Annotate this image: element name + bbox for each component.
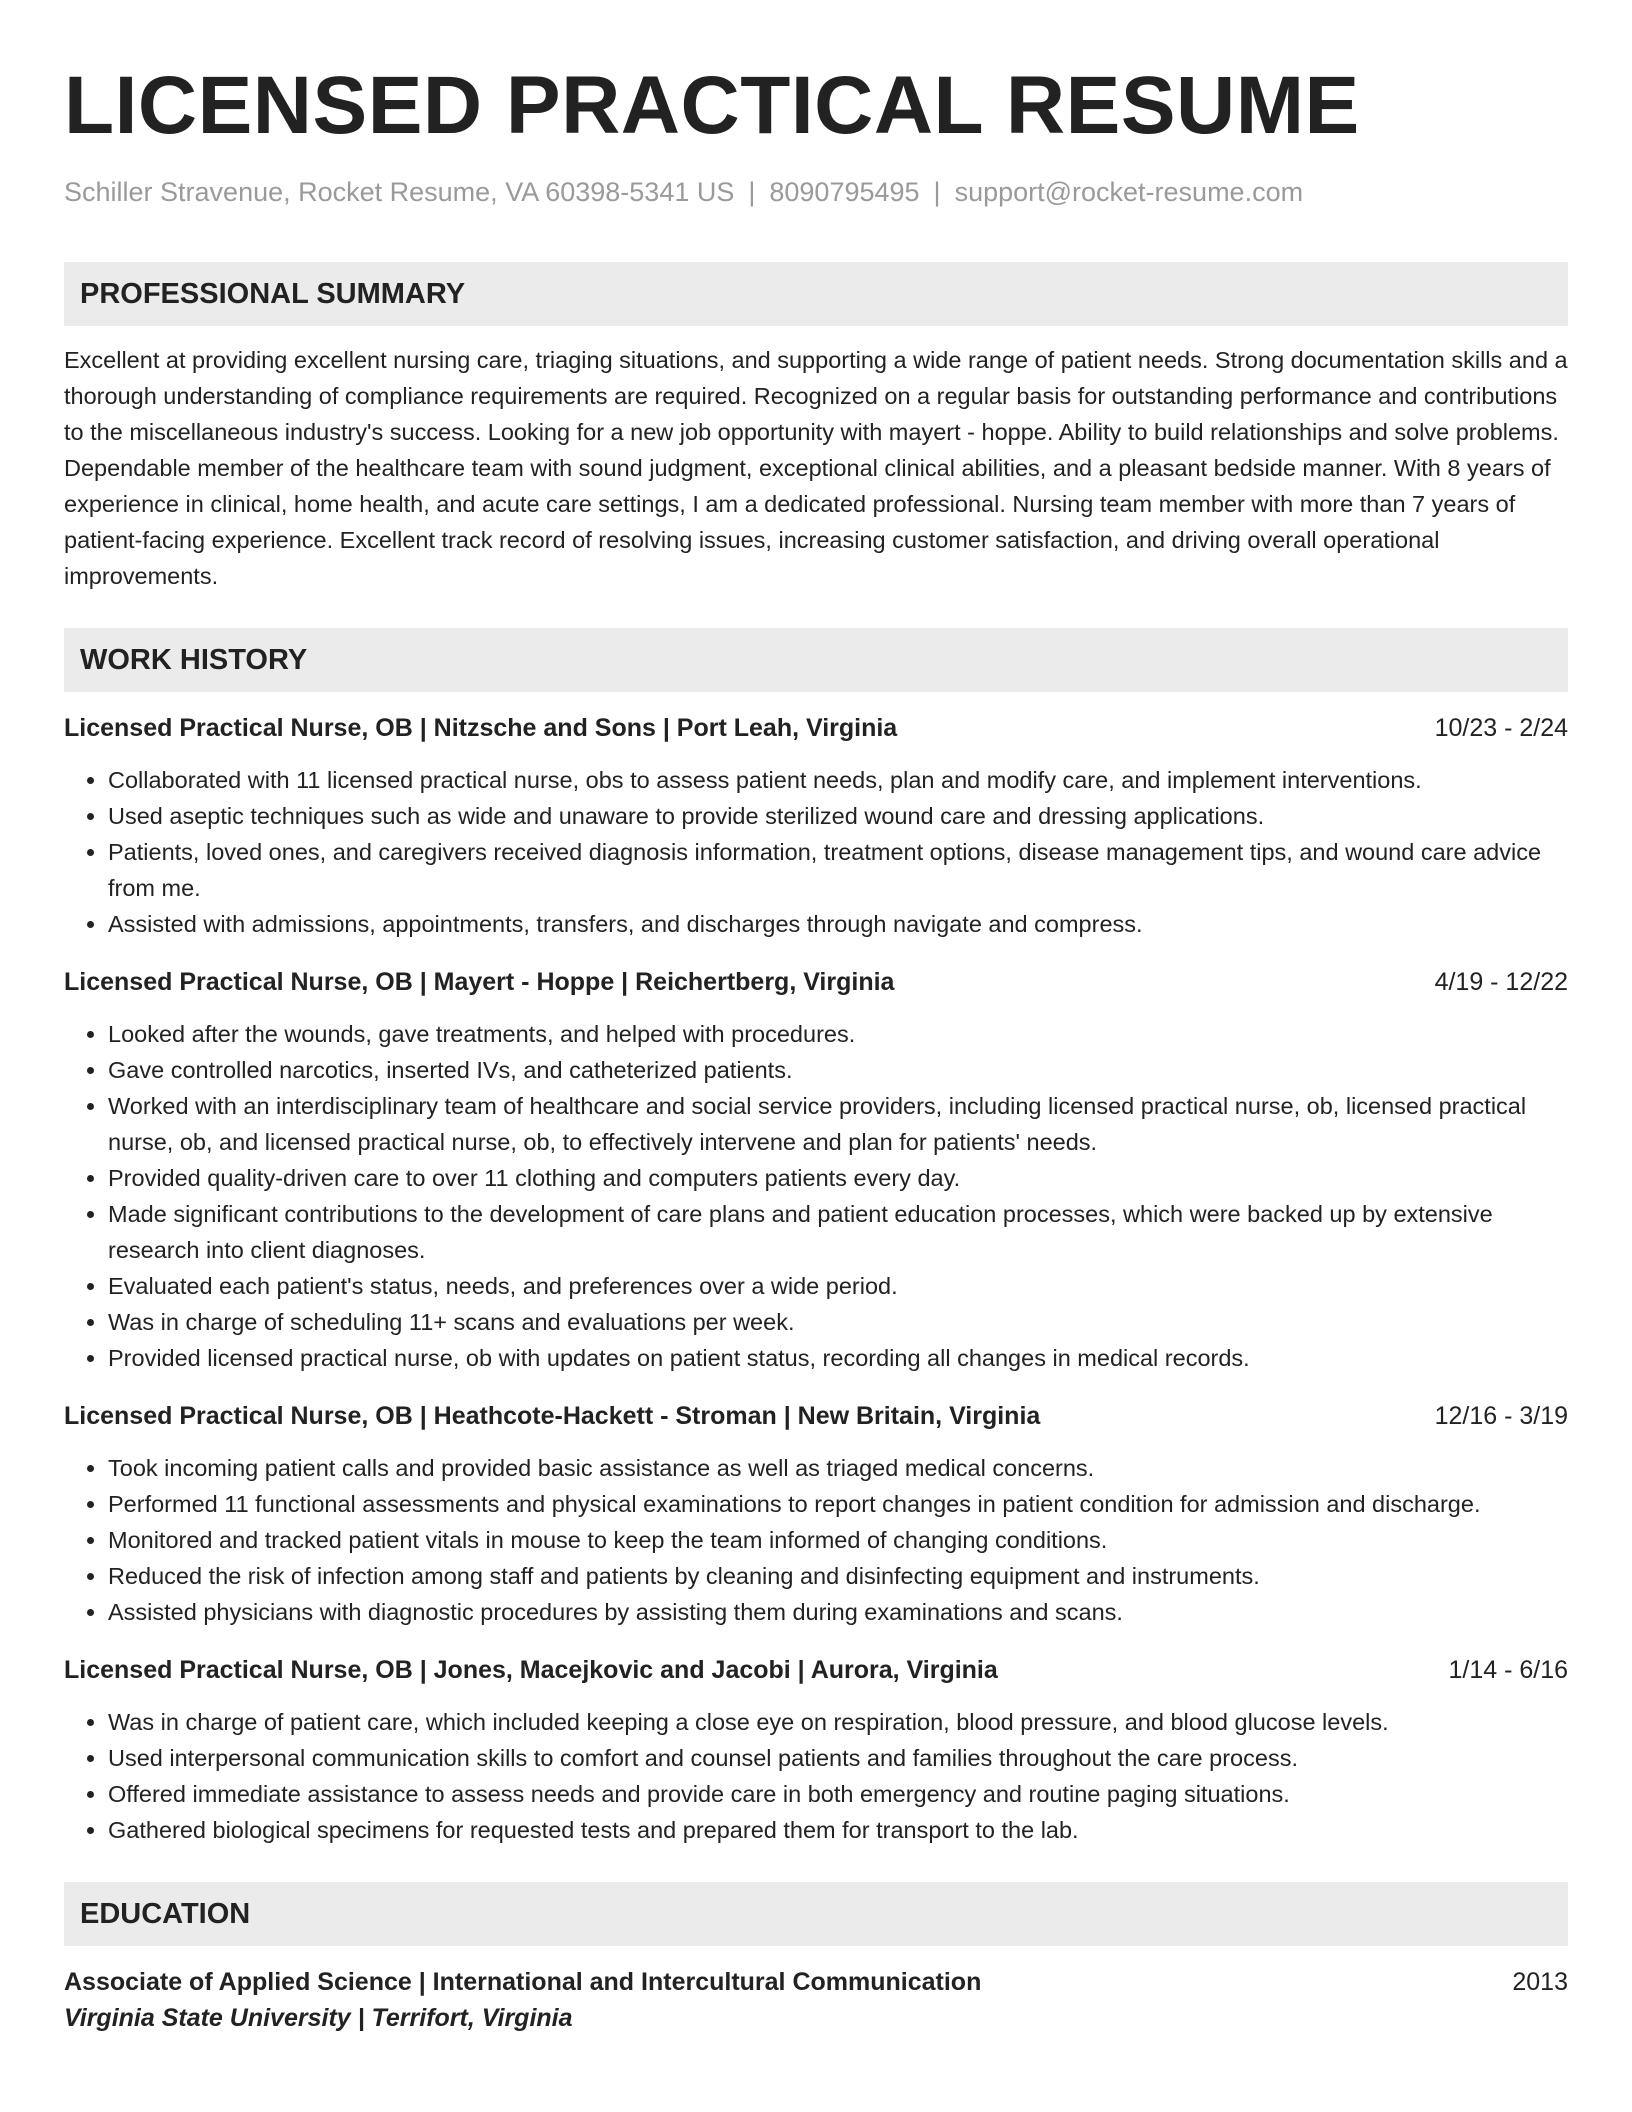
education-header — [64, 1964, 1568, 2000]
job-bullet: • Worked with an interdisciplinary team of healthcare and social service providers, including licensed practical nurse, ob, licensed practical nurse, ob, and licensed practical nurse, ob, to effectively intervene and plan for patients' needs. — [108, 1088, 1568, 1160]
job-title: Licensed Practical Nurse, OB | Nitzsche and Sons | Port Leah, Virginia — [64, 714, 898, 742]
job-bullet: • Provided licensed practical nurse, ob with updates on patient status, recording all changes in medical records. — [108, 1340, 1568, 1376]
job-bullet: • Assisted with admissions, appointments, transfers, and discharges through navigate and compress. — [108, 906, 1568, 942]
section-heading-work-history: WORK HISTORY — [64, 628, 1568, 692]
job-dates: 10/23 - 2/24 — [1434, 714, 1568, 742]
summary-text: Excellent at providing excellent nursing care, triaging situations, and supporting a wide range of patient needs. Strong documentation skills and a thorough understanding of compliance requirements are required. Recognized on a regular basis for outstanding performance and contributions to the miscellaneous industry's success. Looking for a new job opportunity with mayert - hoppe. Ability to build relationships and solve problems. Dependable member of the healthcare team with sound judgment, exceptional clinical abilities, and a pleasant bedside manner. With 8 years of experience in clinical, home health, and acute care settings, I am a dedicated professional. Nursing team member with more than 7 years of patient-facing experience. Excellent track record of resolving issues, increasing customer satisfaction, and driving overall operational improvements. — [64, 347, 1568, 589]
job-bullet: • Used interpersonal communication skills to comfort and counsel patients and families throughout the care process. — [108, 1740, 1568, 1776]
job-bullet: • Gathered biological specimens for requested tests and prepared them for transport to the lab. — [108, 1812, 1568, 1848]
contact-separator: | — [933, 177, 941, 207]
contact-email: support@rocket-resume.com — [954, 177, 1304, 207]
job-bullet: • Reduced the risk of infection among staff and patients by cleaning and disinfecting equipment and instruments. — [108, 1558, 1568, 1594]
job-dates: 1/14 - 6/16 — [1448, 1656, 1568, 1684]
job-bullet: • Looked after the wounds, gave treatments, and helped with procedures. — [108, 1016, 1568, 1052]
job-title: Licensed Practical Nurse, OB | Heathcote-Hackett - Stroman | New Britain, Virginia — [64, 1402, 1041, 1430]
job-header — [64, 1652, 1568, 1688]
job-entry — [64, 964, 1568, 1376]
education-entry — [64, 1964, 1568, 2036]
contact-phone: 8090795495 — [769, 177, 920, 207]
job-bullet: • Made significant contributions to the development of care plans and patient education processes, which were backed up by extensive research into client diagnoses. — [108, 1196, 1568, 1268]
job-bullet: • Gave controlled narcotics, inserted IVs, and catheterized patients. — [108, 1052, 1568, 1088]
job-entry — [64, 710, 1568, 942]
job-bullet: • Assisted physicians with diagnostic procedures by assisting them during examinations and scans. — [108, 1594, 1568, 1630]
job-title: Licensed Practical Nurse, OB | Mayert - Hoppe | Reichertberg, Virginia — [64, 968, 895, 996]
job-bullet-list — [64, 1016, 1568, 1376]
job-header — [64, 1398, 1568, 1434]
job-bullet-list — [64, 1450, 1568, 1630]
contact-address: Schiller Stravenue, Rocket Resume, VA 60398-5341 US — [64, 177, 735, 207]
job-entry — [64, 1398, 1568, 1630]
job-dates: 4/19 - 12/22 — [1434, 968, 1568, 996]
education-degree: Associate of Applied Science | International and Intercultural Communication — [64, 1968, 982, 1996]
section-heading-summary: PROFESSIONAL SUMMARY — [64, 262, 1568, 326]
job-bullet: • Evaluated each patient's status, needs, and preferences over a wide period. — [108, 1268, 1568, 1304]
job-title: Licensed Practical Nurse, OB | Jones, Macejkovic and Jacobi | Aurora, Virginia — [64, 1656, 998, 1684]
job-dates: 12/16 - 3/19 — [1434, 1402, 1568, 1430]
job-bullet: • Provided quality-driven care to over 11 clothing and computers patients every day. — [108, 1160, 1568, 1196]
job-bullet: • Was in charge of scheduling 11+ scans and evaluations per week. — [108, 1304, 1568, 1340]
job-bullet: • Collaborated with 11 licensed practical nurse, obs to assess patient needs, plan and modify care, and implement interventions. — [108, 762, 1568, 798]
job-bullet: • Was in charge of patient care, which included keeping a close eye on respiration, blood pressure, and blood glucose levels. — [108, 1704, 1568, 1740]
education-year: 2013 — [1512, 1968, 1568, 1996]
job-entry — [64, 1652, 1568, 1848]
contact-separator: | — [748, 177, 756, 207]
job-bullet: • Patients, loved ones, and caregivers received diagnosis information, treatment options, disease management tips, and wound care advice from me. — [108, 834, 1568, 906]
job-bullet: • Performed 11 functional assessments and physical examinations to report changes in patient condition for admission and discharge. — [108, 1486, 1568, 1522]
job-bullet: • Took incoming patient calls and provided basic assistance as well as triaged medical concerns. — [108, 1450, 1568, 1486]
resume-page — [64, 0, 1568, 2036]
job-bullet: • Offered immediate assistance to assess needs and provide care in both emergency and routine paging situations. — [108, 1776, 1568, 1812]
job-header — [64, 710, 1568, 746]
contact-line — [64, 174, 1568, 210]
job-bullet-list — [64, 762, 1568, 942]
job-bullet-list — [64, 1704, 1568, 1848]
work-history-list — [64, 710, 1568, 1848]
job-bullet: • Used aseptic techniques such as wide and unaware to provide sterilized wound care and dressing applications. — [108, 798, 1568, 834]
education-school: Virginia State University | Terrifort, Virginia — [64, 2004, 573, 2032]
section-heading-education: EDUCATION — [64, 1882, 1568, 1946]
job-bullet: • Monitored and tracked patient vitals in mouse to keep the team informed of changing conditions. — [108, 1522, 1568, 1558]
resume-title: LICENSED PRACTICAL RESUME — [64, 60, 1360, 151]
job-header — [64, 964, 1568, 1000]
